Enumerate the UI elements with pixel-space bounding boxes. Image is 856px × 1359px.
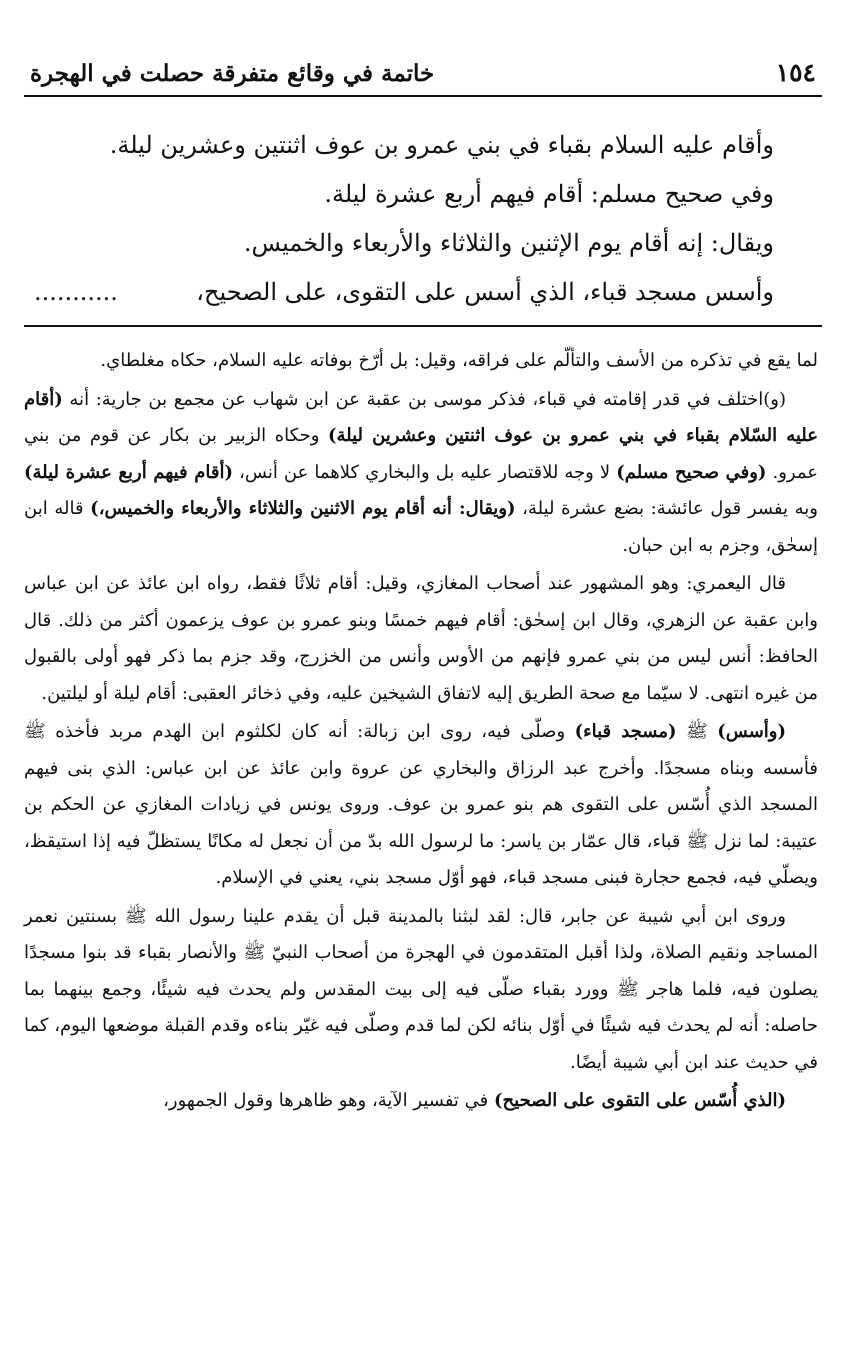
page-number: ١٥٤: [775, 58, 816, 87]
main-text-line-body: وأسس مسجد قباء، الذي أسس على التقوى، على الصحيح،: [196, 278, 774, 306]
quoted-main-text: (مسجد قباء): [574, 721, 677, 742]
continuation-dots: ...........: [34, 278, 118, 306]
commentary: [24, 343, 822, 1120]
commentary-paragraph: [24, 1083, 818, 1120]
commentary-text: (و)اختلف في قدر إقامته في قباء، فذكر موسى بن عقبة عن ابن شهاب عن مجمع بن جارية: أنه: [62, 388, 786, 410]
quoted-main-text: (الذي أُسّس على التقوى على الصحيح): [494, 1090, 786, 1111]
commentary-text: وصلّى فيه، روى ابن زبالة: أنه كان لكلثوم ابن الهدم مربد فأخذه ﷺ فأسسه وبناه مسجدًا. وأخرج عبد الرزاق والبخاري عن عروة وابن عائذ عن ابن عباس: الذي بنى فيهم المسجد الذي أُسّس على التقوى هم بنو عمرو بن عوف. وروى يونس في زيادات المغازي عن الحكم بن عتيبة: لما نزل ﷺ قباء، قال عمّار بن ياسر: ما لرسول الله بدّ من أن نجعل له مكانًا يستظلّ فيه إذا استيقظ، ويصلّي فيه، فجمع حجارة فبنى مسجد قباء، فهو أوّل مسجد بني، يعني في الإسلام.: [24, 721, 818, 888]
quoted-main-text: (أقام فيهم أربع عشرة ليلة): [24, 461, 233, 483]
commentary-text: في تفسير الآية، وهو ظاهرها وقول الجمهور،: [163, 1090, 494, 1111]
main-text-line: [34, 268, 774, 317]
quoted-main-text: (وفي صحيح مسلم): [616, 461, 767, 483]
commentary-text: وبه يفسر قول عائشة: بضع عشرة ليلة،: [515, 498, 818, 519]
commentary-paragraph: قال اليعمري: وهو المشهور عند أصحاب المغازي، وقيل: أقام ثلاثًا فقط، رواه ابن عائذ عن ابن عباس وابن عقبة عن الزهري، وقال ابن إسحٰق: أقام فيهم خمسًا وبنو عمرو بن عوف يزعمون أكثر من ذلك. قال الحافظ: أنس ليس من بني عمرو فإنهم من الأوس وأنس من الخزرج، وقد جزم بما ذكر فهو أولى بالقبول من غيره انتهى. لا سيّما مع صحة الطريق إليه لاتفاق الشيخين عليه، وفي ذخائر العقبى: أقام ليلة أو ليلتين.: [24, 573, 818, 704]
quoted-main-text: (وأسس): [717, 721, 786, 742]
quoted-main-text: (ويقال: أنه أقام يوم الاثنين والثلاثاء والأربعاء والخميس،): [90, 498, 516, 519]
main-text-line: وفي صحيح مسلم: أقام فيهم أربع عشرة ليلة.: [324, 180, 774, 208]
quoted-main-text: (أقام عليه السّلام بقباء في بني عمرو بن عوف اثنتين وعشرين ليلة): [24, 388, 818, 446]
separator-rule: [24, 325, 822, 327]
commentary-text: لا وجه للاقتصار عليه بل والبخاري كلاهما عن أنس،: [233, 461, 617, 483]
running-title: خاتمة في وقائع متفرقة حصلت في الهجرة: [30, 60, 435, 87]
main-text: [24, 97, 822, 317]
main-text-line: وأقام عليه السلام بقباء في بني عمرو بن عوف اثنتين وعشرين ليلة.: [109, 131, 774, 159]
commentary-text: قاله ابن إسحٰق، وجزم به ابن حبان.: [24, 498, 818, 556]
commentary-paragraph: [24, 382, 818, 565]
commentary-text: وحكاه الزبير بن بكار عن قوم من بني عمرو.: [24, 425, 818, 483]
salutation-glyph: ﷺ: [676, 721, 718, 742]
page-header: [24, 58, 822, 97]
commentary-paragraph: [24, 714, 818, 897]
commentary-paragraph: لما يقع في تذكره من الأسف والتألّم على فراقه، وقيل: بل أرّخ بوفاته عليه السلام، حكاه مغلطاي.: [100, 350, 818, 371]
main-text-line: ويقال: إنه أقام يوم الإثنين والثلاثاء والأربعاء والخميس.: [243, 229, 774, 257]
commentary-paragraph: وروى ابن أبي شيبة عن جابر، قال: لقد لبثنا بالمدينة قبل أن يقدم علينا رسول الله ﷺ بسنتين نعمر المساجد ونقيم الصلاة، ولذا أقبل المتقدمون في الهجرة من أصحاب النبيّ ﷺ والأنصار بقباء قد بنوا مسجدًا يصلون فيه، فلما هاجر ﷺ وورد بقباء صلّى فيه إلى بيت المقدس ولم يحدث فيه شيئًا، وجمع بينهما بما حاصله: أنه لم يحدث فيه شيئًا في أوّل بنائه لكن لما قدم وصلّى فيه غيّر بناءه وقدم القبلة موضعها اليوم، كما في حديث عند ابن أبي شيبة أيضًا.: [24, 905, 818, 1073]
